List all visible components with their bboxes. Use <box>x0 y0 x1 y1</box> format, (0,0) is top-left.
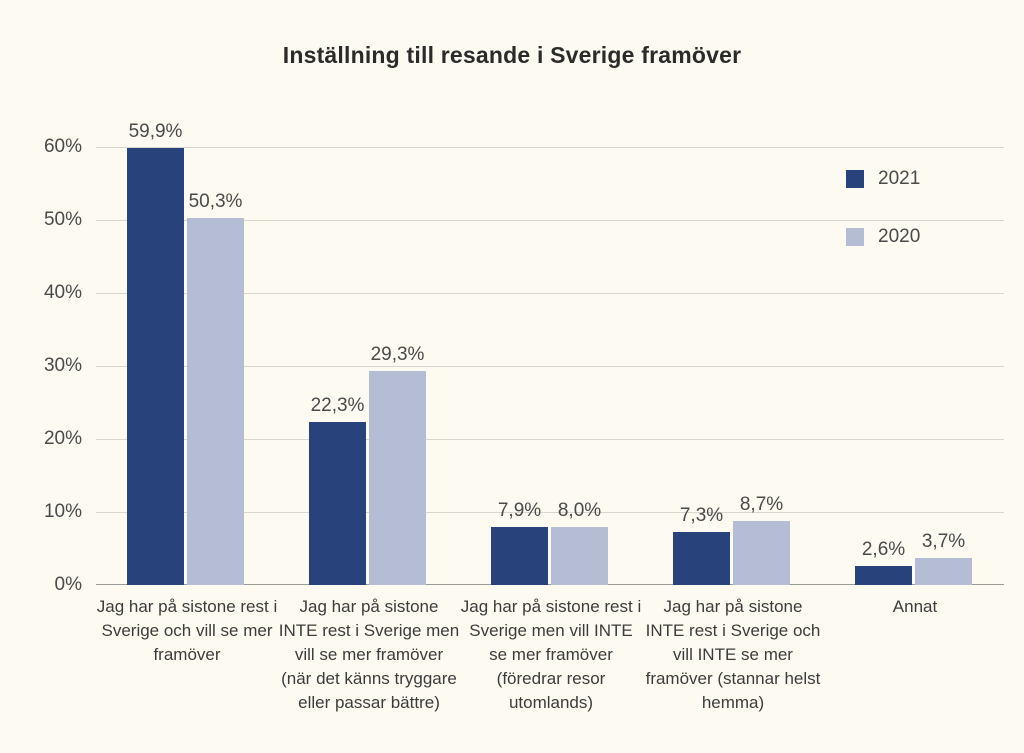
bar-2021-1[interactable] <box>127 148 184 585</box>
legend-label-2021: 2021 <box>878 168 921 189</box>
bar-2021-4[interactable] <box>673 532 730 585</box>
y-axis-label-0: 0% <box>54 574 82 595</box>
bar-label-2021-5: 2,6% <box>861 539 906 560</box>
bar-label-2020-2: 29,3% <box>370 344 425 365</box>
legend-label-2020: 2020 <box>878 226 921 247</box>
legend-swatch-2021-icon <box>846 170 864 188</box>
chart-title: Inställning till resande i Sverige framöver <box>282 42 742 68</box>
bar-label-2020-1: 50,3% <box>188 191 243 212</box>
bar-label-2021-1: 59,9% <box>128 121 183 142</box>
bar-group-2 <box>278 110 460 585</box>
bar-label-2020-3: 8,0% <box>557 500 602 521</box>
category-label-4: Jag har på sistone INTE rest i Sverige och vill INTE se mer framöver (stannar helst hemma) <box>645 597 821 712</box>
bar-2020-4[interactable] <box>733 521 790 585</box>
category-label-3: Jag har på sistone rest i Sverige men vill INTE se mer framöver (föredrar resor utomlands) <box>460 597 642 712</box>
bar-2021-2[interactable] <box>309 422 366 585</box>
bar-2021-5[interactable] <box>855 566 912 585</box>
bar-label-2021-4: 7,3% <box>679 505 724 526</box>
bar-2020-5[interactable] <box>915 558 972 585</box>
bar-label-2021-3: 7,9% <box>497 500 542 521</box>
category-label-2: Jag har på sistone INTE rest i Sverige men vill se mer framöver (när det känns tryggare eller passar bättre) <box>278 597 460 712</box>
bar-group-3 <box>460 110 642 585</box>
y-axis-label-20: 20% <box>43 428 82 449</box>
y-axis-label-40: 40% <box>43 282 82 303</box>
category-label-1: Jag har på sistone rest i Sverige och vill se mer framöver <box>96 597 278 664</box>
bar-label-2020-4: 8,7% <box>739 494 784 515</box>
bar-2021-3[interactable] <box>491 527 548 585</box>
bar-group-1 <box>96 110 278 585</box>
legend-swatch-2020-icon <box>846 228 864 246</box>
y-axis-label-50: 50% <box>43 209 82 230</box>
legend-item-2021[interactable] <box>846 164 920 194</box>
y-axis-label-30: 30% <box>43 355 82 376</box>
bar-group-4 <box>642 110 824 585</box>
category-label-5: Annat <box>892 597 938 616</box>
legend <box>846 164 920 280</box>
bar-label-2020-5: 3,7% <box>921 531 966 552</box>
bar-label-2021-2: 22,3% <box>310 395 365 416</box>
legend-item-2020[interactable] <box>846 222 920 252</box>
bar-2020-1[interactable] <box>187 218 244 585</box>
y-axis-label-10: 10% <box>43 501 82 522</box>
bar-2020-3[interactable] <box>551 527 608 585</box>
y-axis-label-60: 60% <box>43 136 82 157</box>
